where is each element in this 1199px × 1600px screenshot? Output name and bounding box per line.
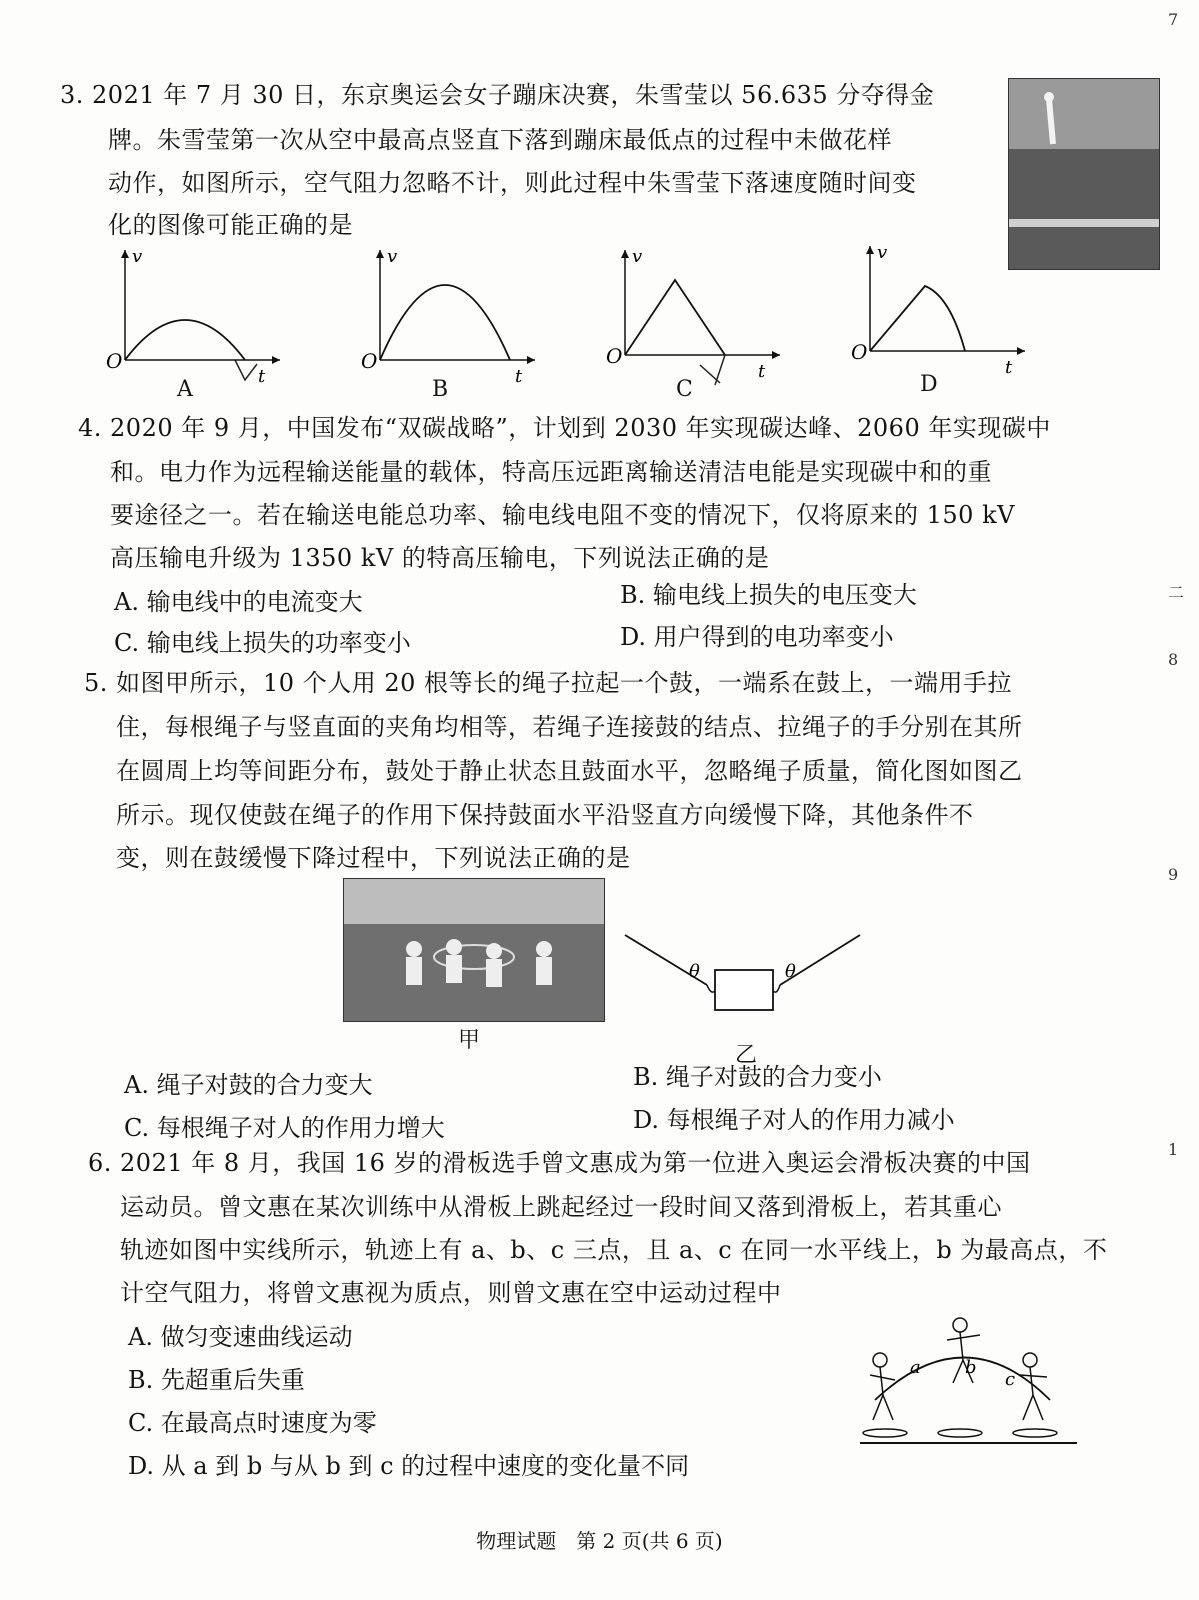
q5-line-1: 5. 如图甲所示，10 个人用 20 根等长的绳子拉起一个鼓，一端系在鼓上，一端用手拉 bbox=[84, 669, 1012, 697]
graph-d-label: D bbox=[920, 372, 938, 397]
q4-option-d: D. 用户得到的电功率变小 bbox=[620, 623, 894, 651]
drum-box bbox=[715, 970, 773, 1010]
q5-option-a: A. 绳子对鼓的合力变大 bbox=[124, 1071, 373, 1099]
graph-c-axis-v: v bbox=[632, 246, 643, 267]
skateboard-trajectory-figure bbox=[855, 1305, 1085, 1455]
drum-photo bbox=[343, 878, 605, 1022]
graph-d-axis-t: t bbox=[1005, 357, 1013, 378]
margin-mark-3: 8 bbox=[1168, 650, 1179, 669]
cross-mark-icon bbox=[700, 355, 725, 385]
skateboard-icons bbox=[863, 1429, 1057, 1437]
graph-a-label: A bbox=[177, 377, 193, 402]
drum-team-figure bbox=[344, 879, 604, 1021]
q6-line-3: 轨迹如图中实线所示，轨迹上有 a、b、c 三点，且 a、c 在同一水平线上，b 为最高点，不 bbox=[120, 1236, 1108, 1264]
point-a-label: a bbox=[910, 1357, 921, 1378]
q6-option-b: B. 先超重后失重 bbox=[128, 1366, 305, 1394]
graph-c bbox=[600, 240, 790, 390]
q5-option-d: D. 每根绳子对人的作用力减小 bbox=[633, 1106, 955, 1134]
q5-line-3: 在圆周上均等间距分布，鼓处于静止状态且鼓面水平，忽略绳子质量，简化图如图乙 bbox=[116, 757, 1023, 785]
q4-line-2: 和。电力作为远程输送能量的载体，特高压远距离输送清洁电能是实现碳中和的重 bbox=[110, 458, 992, 486]
q3-line-3: 动作，如图所示，空气阻力忽略不计，则此过程中朱雪莹下落速度随时间变 bbox=[108, 169, 917, 197]
graph-c-origin: O bbox=[606, 344, 623, 368]
q5-option-c: C. 每根绳子对人的作用力增大 bbox=[124, 1114, 445, 1142]
q6-line-1: 6. 2021 年 8 月，我国 16 岁的滑板选手曾文惠成为第一位进入奥运会滑板决赛的中国 bbox=[88, 1149, 1031, 1177]
graph-b-axis-v: v bbox=[387, 246, 398, 267]
cross-mark-icon bbox=[235, 360, 257, 380]
point-b-label: b bbox=[965, 1357, 977, 1378]
margin-mark-4: 9 bbox=[1168, 865, 1179, 884]
page-footer: 物理试题 第 2 页(共 6 页) bbox=[476, 1529, 723, 1553]
q6-option-d: D. 从 a 到 b 与从 b 到 c 的过程中速度的变化量不同 bbox=[128, 1452, 690, 1480]
q3-line-4: 化的图像可能正确的是 bbox=[108, 211, 353, 239]
graph-b-label: B bbox=[432, 377, 449, 402]
theta-left: θ bbox=[689, 961, 700, 982]
graph-c-axis-t: t bbox=[758, 361, 766, 382]
skater-right-icon bbox=[1020, 1353, 1047, 1420]
q6-line-4: 计空气阻力，将曾文惠视为质点，则曾文惠在空中运动过程中 bbox=[120, 1279, 782, 1307]
graph-d-axis-v: v bbox=[877, 242, 888, 263]
q5-option-b: B. 绳子对鼓的合力变小 bbox=[633, 1063, 882, 1091]
q5-line-5: 变，则在鼓缓慢下降过程中，下列说法正确的是 bbox=[116, 844, 631, 872]
q4-option-b: B. 输电线上损失的电压变大 bbox=[620, 581, 917, 609]
q4-line-3: 要途径之一。若在输送电能总功率、输电线电阻不变的情况下，仅将原来的 150 kV bbox=[110, 501, 1015, 529]
q4-option-c: C. 输电线上损失的功率变小 bbox=[114, 629, 411, 657]
q5-line-4: 所示。现仅使鼓在绳子的作用下保持鼓面水平沿竖直方向缓慢下降，其他条件不 bbox=[116, 801, 974, 829]
q5-line-2: 住，每根绳子与竖直面的夹角均相等，若绳子连接鼓的结点、拉绳子的手分别在其所 bbox=[116, 713, 1023, 741]
drum-diagram-yi bbox=[615, 925, 875, 1035]
q3-line-2: 牌。朱雪莹第一次从空中最高点竖直下落到蹦床最低点的过程中未做花样 bbox=[108, 126, 892, 154]
q4-line-4: 高压输电升级为 1350 kV 的特高压输电，下列说法正确的是 bbox=[110, 544, 770, 572]
graph-a-origin: O bbox=[106, 349, 123, 373]
fig-jia-label: 甲 bbox=[458, 1028, 481, 1053]
margin-mark-5: 1 bbox=[1168, 1140, 1179, 1159]
graph-b-axis-t: t bbox=[515, 366, 523, 387]
graph-b-origin: O bbox=[361, 349, 378, 373]
graph-d-origin: O bbox=[851, 340, 868, 364]
graph-a-axis-v: v bbox=[132, 246, 143, 267]
graph-c-label: C bbox=[676, 377, 693, 402]
theta-right: θ bbox=[785, 961, 796, 982]
graph-a bbox=[100, 240, 290, 390]
fig-yi-label: 乙 bbox=[735, 1043, 758, 1068]
q4-line-1: 4. 2020 年 9 月，中国发布“双碳战略”，计划到 2030 年实现碳达峰、2060 年实现碳中 bbox=[78, 414, 1051, 442]
q4-option-a: A. 输电线中的电流变大 bbox=[114, 588, 363, 616]
margin-mark-2: 二 bbox=[1168, 583, 1185, 602]
q6-option-c: C. 在最高点时速度为零 bbox=[128, 1409, 377, 1437]
q6-option-a: A. 做匀变速曲线运动 bbox=[128, 1323, 353, 1351]
graph-b bbox=[355, 240, 545, 390]
margin-mark-1: 7 bbox=[1168, 10, 1179, 29]
graph-a-axis-t: t bbox=[258, 366, 266, 387]
q6-line-2: 运动员。曾文惠在某次训练中从滑板上跳起经过一段时间又落到滑板上，若其重心 bbox=[120, 1193, 1002, 1221]
q3-line-1: 3. 2021 年 7 月 30 日，东京奥运会女子蹦床决赛，朱雪莹以 56.635 分夺得金 bbox=[60, 81, 935, 109]
point-c-label: c bbox=[1005, 1369, 1016, 1390]
graph-d bbox=[845, 236, 1035, 386]
